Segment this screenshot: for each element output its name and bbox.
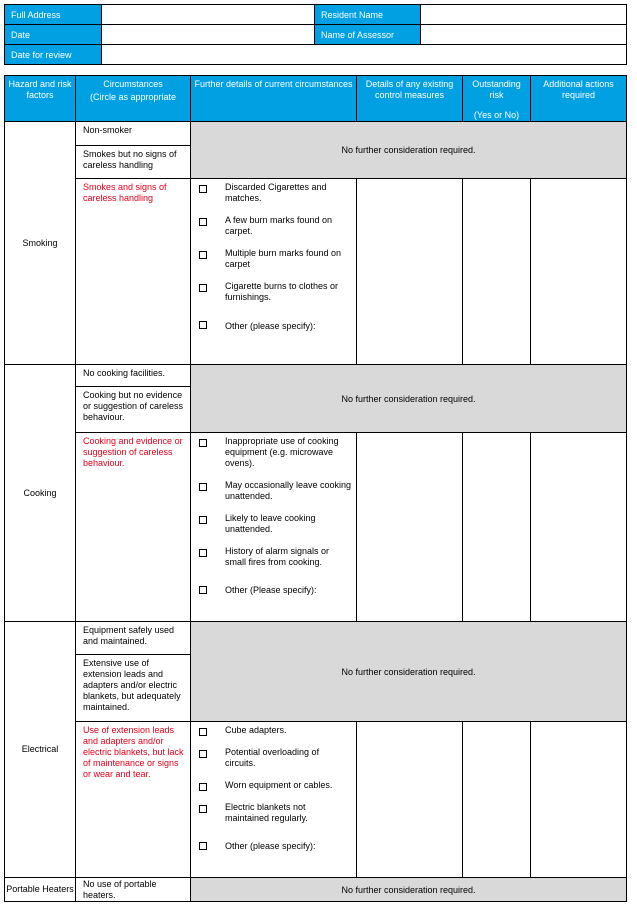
checkbox-label: Other (please specify): bbox=[225, 841, 316, 851]
circumstance-option-high-risk[interactable]: Use of extension leads and adapters and/or electric blankets, but lack of maintenance or signs or wear and tear. bbox=[76, 722, 191, 878]
circumstances-header-line2: (Circle as appropriate bbox=[89, 92, 177, 102]
circumstance-option[interactable]: No use of portable heaters. bbox=[76, 878, 191, 902]
checkbox-label: May occasionally leave cooking unattended. bbox=[225, 480, 352, 501]
no-further-consideration: No further consideration required. bbox=[191, 878, 627, 902]
checkbox-label: Multiple burn marks found on carpet bbox=[225, 248, 342, 269]
circumstance-option-high-risk[interactable]: Cooking and evidence or suggestion of careless behaviour. bbox=[76, 433, 191, 622]
outstanding-risk-cell[interactable] bbox=[463, 179, 531, 365]
checkbox-option[interactable] bbox=[197, 747, 352, 780]
table-row bbox=[5, 622, 627, 655]
checkbox-option[interactable] bbox=[197, 182, 352, 215]
column-header-row bbox=[5, 76, 627, 122]
hazard-cooking: Cooking bbox=[5, 365, 76, 622]
checkbox-label: Electric blankets not maintained regularly. bbox=[225, 802, 308, 823]
no-further-consideration: No further consideration required. bbox=[191, 122, 627, 179]
outstanding-risk-cell[interactable] bbox=[463, 722, 531, 878]
existing-controls-cell[interactable] bbox=[357, 722, 463, 878]
checkbox-label: Worn equipment or cables. bbox=[225, 780, 333, 790]
checkbox[interactable] bbox=[199, 483, 207, 491]
checkbox[interactable] bbox=[199, 549, 207, 557]
hazard-electrical: Electrical bbox=[5, 622, 76, 878]
checkbox[interactable] bbox=[199, 750, 207, 758]
hazard-smoking: Smoking bbox=[5, 122, 76, 365]
checkbox-option[interactable] bbox=[197, 583, 352, 596]
checkbox-option[interactable] bbox=[197, 215, 352, 248]
further-details-column-header: Further details of current circumstances bbox=[191, 76, 357, 122]
further-details-options bbox=[191, 722, 357, 878]
circumstance-option[interactable]: Extensive use of extension leads and adapters and/or electric blankets, but adequately maintained. bbox=[76, 655, 191, 722]
header-row bbox=[5, 5, 627, 25]
assessor-name-label: Name of Assessor bbox=[315, 25, 421, 45]
checkbox-label: Inappropriate use of cooking equipment (e.g. microwave ovens). bbox=[225, 436, 339, 468]
review-date-field[interactable] bbox=[102, 45, 627, 65]
assessment-header-table bbox=[4, 4, 627, 65]
full-address-field[interactable] bbox=[102, 5, 315, 25]
table-row bbox=[5, 365, 627, 387]
assessor-name-field[interactable] bbox=[421, 25, 627, 45]
checkbox[interactable] bbox=[199, 728, 207, 736]
outstanding-risk-header-line2: (Yes or No) bbox=[473, 110, 520, 120]
checkbox-label: Discarded Cigarettes and matches. bbox=[225, 182, 327, 203]
circumstance-option[interactable]: No cooking facilities. bbox=[76, 365, 191, 387]
checkbox[interactable] bbox=[199, 586, 207, 594]
checkbox-option[interactable] bbox=[197, 248, 352, 281]
resident-name-label: Resident Name bbox=[315, 5, 421, 25]
header-row bbox=[5, 45, 627, 65]
checkbox-option[interactable] bbox=[197, 513, 352, 546]
date-label: Date bbox=[5, 25, 102, 45]
checkbox-label: Cigarette burns to clothes or furnishings. bbox=[225, 281, 339, 302]
table-row bbox=[5, 179, 627, 365]
checkbox-label: Potential overloading of circuits. bbox=[225, 747, 320, 768]
checkbox-label: History of alarm signals or small fires from cooking. bbox=[225, 546, 330, 567]
checkbox-option[interactable] bbox=[197, 281, 352, 318]
checkbox-option[interactable] bbox=[197, 480, 352, 513]
checkbox-option[interactable] bbox=[197, 802, 352, 839]
checkbox-label: A few burn marks found on carpet. bbox=[225, 215, 333, 236]
circumstance-option-high-risk[interactable]: Smokes and signs of careless handling bbox=[76, 179, 191, 365]
circumstance-option[interactable]: Equipment safely used and maintained. bbox=[76, 622, 191, 655]
risk-assessment-table bbox=[4, 75, 627, 902]
table-row bbox=[5, 878, 627, 902]
circumstance-option[interactable]: Cooking but no evidence or suggestion of careless behaviour. bbox=[76, 387, 191, 433]
circumstances-column-header bbox=[76, 76, 191, 122]
review-date-label: Date for review bbox=[5, 45, 102, 65]
additional-actions-cell[interactable] bbox=[531, 179, 627, 365]
further-details-options bbox=[191, 179, 357, 365]
checkbox[interactable] bbox=[199, 783, 207, 791]
further-details-options bbox=[191, 433, 357, 622]
table-row bbox=[5, 433, 627, 622]
additional-actions-column-header: Additional actions required bbox=[531, 76, 627, 122]
outstanding-risk-cell[interactable] bbox=[463, 433, 531, 622]
no-further-consideration: No further consideration required. bbox=[191, 365, 627, 433]
full-address-label: Full Address bbox=[5, 5, 102, 25]
circumstances-header-line1: Circumstances bbox=[103, 79, 163, 89]
checkbox-option[interactable] bbox=[197, 780, 352, 802]
checkbox[interactable] bbox=[199, 284, 207, 292]
table-row bbox=[5, 122, 627, 146]
checkbox[interactable] bbox=[199, 321, 207, 329]
checkbox[interactable] bbox=[199, 251, 207, 259]
existing-controls-cell[interactable] bbox=[357, 433, 463, 622]
additional-actions-cell[interactable] bbox=[531, 722, 627, 878]
checkbox[interactable] bbox=[199, 439, 207, 447]
existing-controls-cell[interactable] bbox=[357, 179, 463, 365]
checkbox[interactable] bbox=[199, 185, 207, 193]
checkbox[interactable] bbox=[199, 805, 207, 813]
checkbox-option[interactable] bbox=[197, 839, 352, 852]
checkbox[interactable] bbox=[199, 516, 207, 524]
checkbox-label: Cube adapters. bbox=[225, 725, 287, 735]
outstanding-risk-column-header bbox=[463, 76, 531, 122]
additional-actions-cell[interactable] bbox=[531, 433, 627, 622]
header-row bbox=[5, 25, 627, 45]
hazard-portable-heaters: Portable Heaters bbox=[5, 878, 76, 902]
checkbox[interactable] bbox=[199, 842, 207, 850]
checkbox-label: Other (Please specify): bbox=[225, 585, 317, 595]
checkbox-option[interactable] bbox=[197, 546, 352, 583]
circumstance-option[interactable]: Smokes but no signs of careless handling bbox=[76, 146, 191, 179]
date-field[interactable] bbox=[102, 25, 315, 45]
checkbox-option[interactable] bbox=[197, 318, 352, 332]
checkbox-option[interactable] bbox=[197, 436, 352, 480]
checkbox-label: Other (please specify): bbox=[225, 321, 316, 331]
checkbox-option[interactable] bbox=[197, 725, 352, 747]
resident-name-field[interactable] bbox=[421, 5, 627, 25]
checkbox-label: Likely to leave cooking unattended. bbox=[225, 513, 316, 534]
checkbox[interactable] bbox=[199, 218, 207, 226]
hazard-column-header: Hazard and risk factors bbox=[5, 76, 76, 122]
no-further-consideration: No further consideration required. bbox=[191, 622, 627, 722]
table-row bbox=[5, 722, 627, 878]
circumstance-option[interactable]: Non-smoker bbox=[76, 122, 191, 146]
existing-controls-column-header: Details of any existing control measures bbox=[357, 76, 463, 122]
outstanding-risk-header-line1: Outstanding risk bbox=[472, 79, 521, 100]
